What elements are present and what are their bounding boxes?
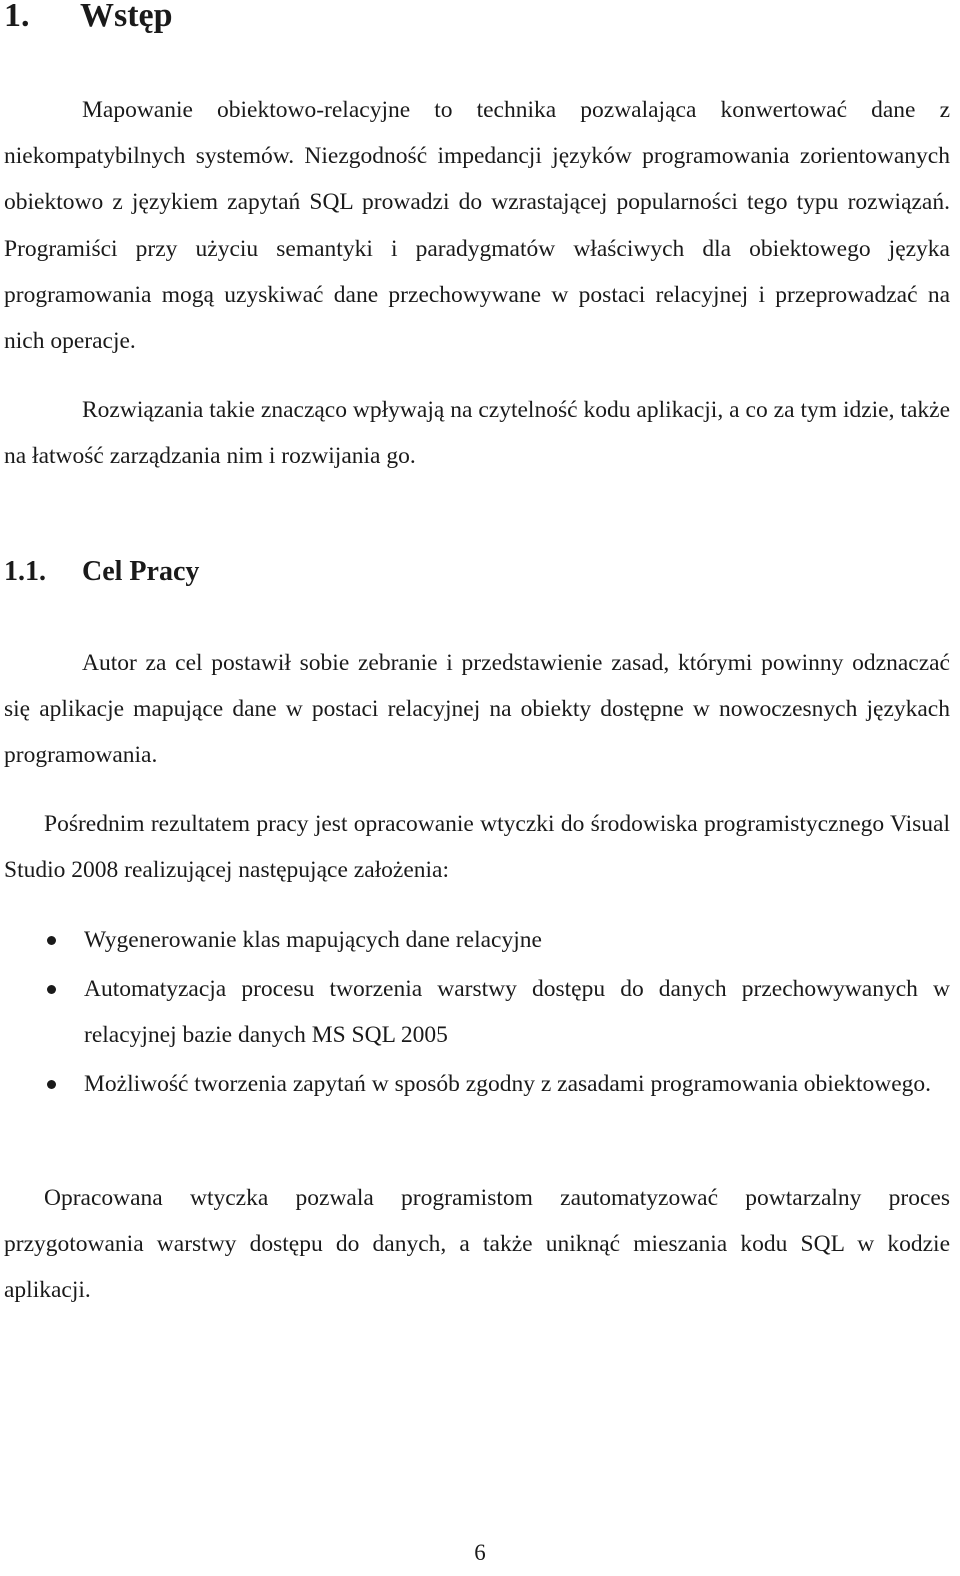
assumptions-list [0, 917, 950, 1109]
intro-paragraph-2: Rozwiązania takie znacząco wpływają na czytelność kodu aplikacji, a co za tym idzie, także na łatwość zarządzania nim i rozwijania go. [4, 397, 950, 470]
list-item-text: Możliwość tworzenia zapytań w sposób zgodny z zasadami programowania obiektowego. [84, 1070, 932, 1097]
bullet-icon [47, 1080, 56, 1089]
page-number: 6 [474, 1540, 486, 1565]
goal-paragraph-2: Pośrednim rezultatem pracy jest opracowanie wtyczki do środowiska programistycznego Visual Studio 2008 realizującej następujące założenia: [4, 811, 950, 884]
list-item [0, 966, 950, 1058]
bullet-icon [47, 985, 56, 994]
list-item [0, 1061, 950, 1107]
list-item-text: Wygenerowanie klas mapujących dane relacyjne [84, 927, 542, 953]
list-item-text: Automatyzacja procesu tworzenia warstwy dostępu do danych przechowywanych w relacyjnej bazie danych MS SQL 2005 [84, 975, 950, 1048]
section-title: Cel Pracy [82, 556, 200, 587]
bullet-icon [47, 936, 56, 945]
chapter-heading [4, 0, 173, 38]
chapter-title: Wstęp [80, 0, 173, 34]
goal-paragraph-3: Opracowana wtyczka pozwala programistom zautomatyzować powtarzalny proces przygotowania warstwy dostępu do danych, a także uniknąć mieszania kodu SQL w kodzie aplikacji. [4, 1185, 950, 1304]
list-item [0, 917, 950, 963]
section-number: 1.1. [4, 556, 46, 587]
goal-paragraph-1: Autor za cel postawił sobie zebranie i przedstawienie zasad, którymi powinny odznaczać się aplikacje mapujące dane w postaci relacyjnej na obiekty dostępne w nowoczesnych językach programowania. [4, 650, 950, 769]
chapter-number: 1. [4, 0, 30, 34]
section-heading [4, 552, 199, 592]
intro-paragraph-1: Mapowanie obiektowo-relacyjne to technika pozwalająca konwertować dane z niekompatybilnych systemów. Niezgodność impedancji języków programowania zorientowanych obiektowo z językiem zapytań SQL prowadzi do wzrastającej popularności tego typu rozwiązań. Programiści przy użyciu semantyki i paradygmatów właściwych dla obiektowego języka programowania mogą uzyskiwać dane przechowywane w postaci relacyjnej i przeprowadzać na nich operacje. [4, 97, 950, 355]
